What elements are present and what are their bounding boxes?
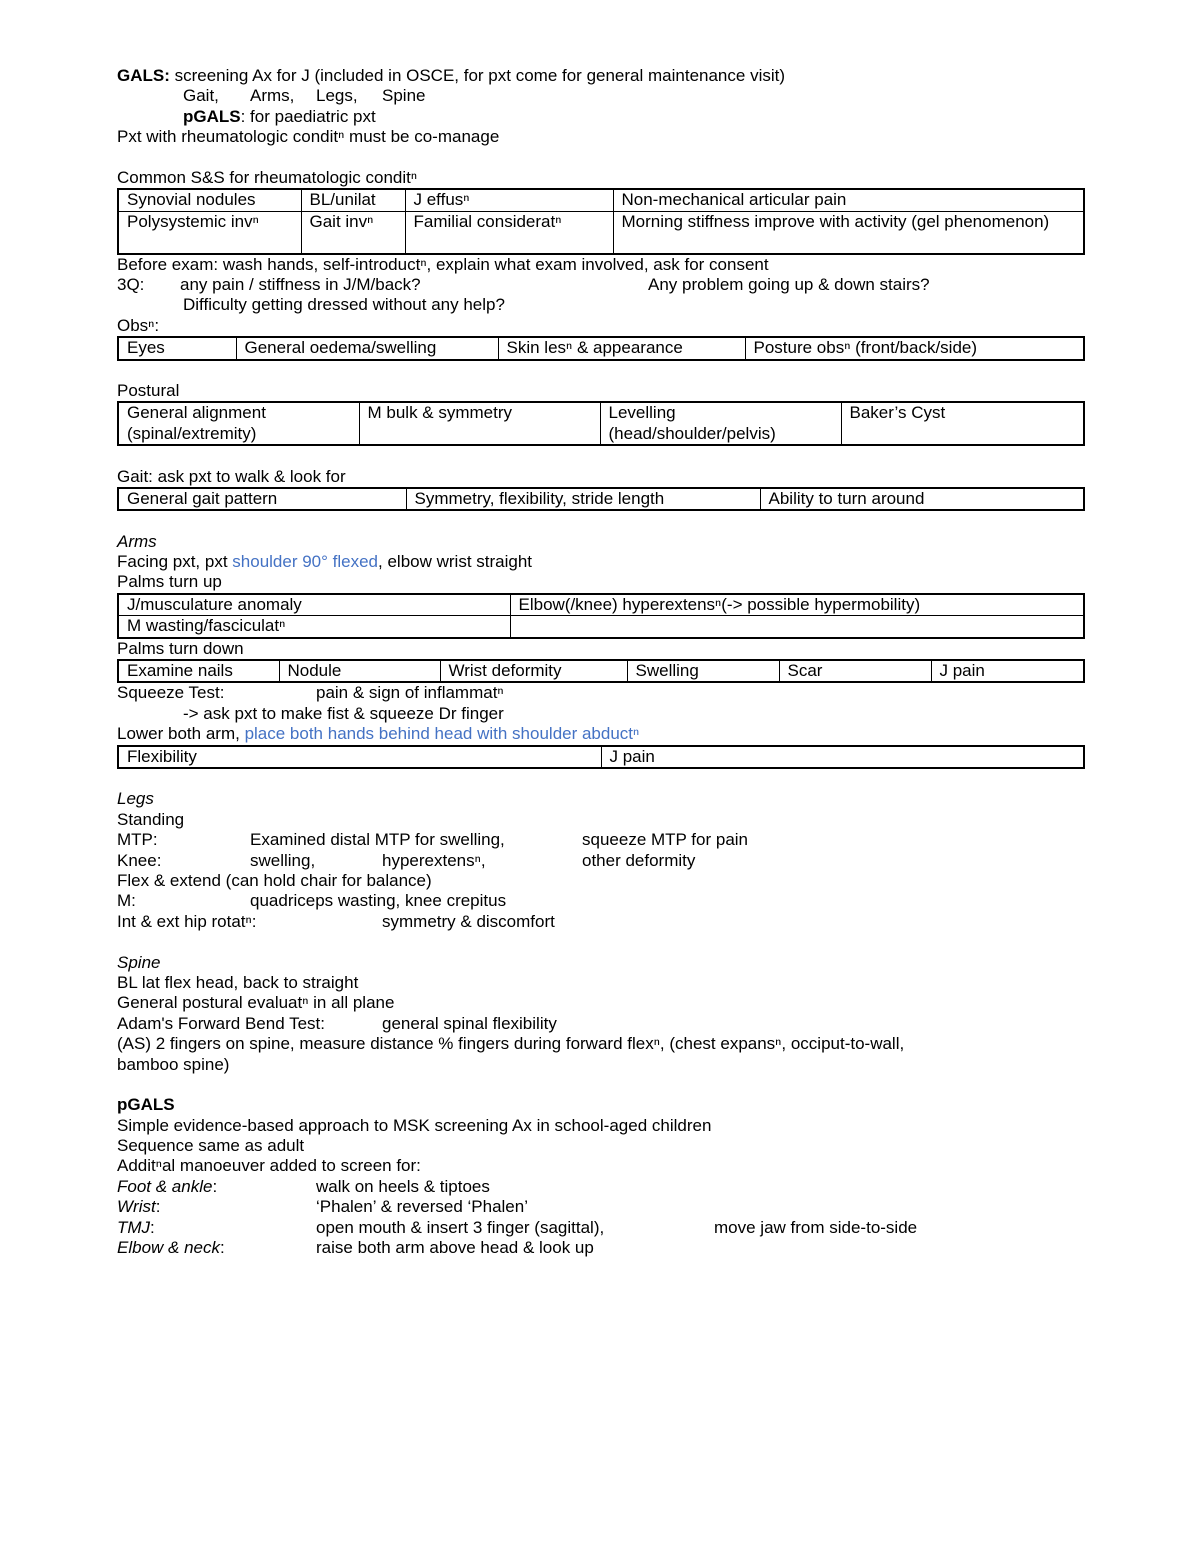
obs-table (117, 336, 1085, 360)
table-cell: Gait invⁿ (301, 211, 405, 253)
mtp-pain: squeeze MTP for pain (582, 830, 748, 850)
knee-deformity: other deformity (582, 850, 696, 870)
three-q-label: 3Q: (117, 274, 145, 294)
lower-arm-highlight: place both hands behind head with shoulder abductⁿ (244, 724, 640, 744)
gait-heading: Gait: ask pxt to walk & look for (117, 466, 346, 486)
adam-test-line (117, 1014, 1083, 1034)
spine-line-1: BL lat flex head, back to straight (117, 972, 359, 992)
pgals-label: pGALS (183, 106, 241, 126)
table-cell: M wasting/fasciculatⁿ (118, 616, 510, 638)
pgals-line-1: Simple evidence-based approach to MSK screening Ax in school-aged children (117, 1115, 712, 1135)
table-row (118, 746, 1084, 768)
arms-facing-pre: Facing pxt, pxt (117, 552, 233, 572)
gals-components (117, 86, 1083, 106)
wrist-line: Wrist: ‘Phalen’ & reversed ‘Phalen’ (117, 1197, 528, 1217)
postural-heading: Postural (117, 380, 180, 400)
pgals-line-3: Additⁿal manoeuver added to screen for: (117, 1156, 421, 1176)
table-cell: J/musculature anomaly (118, 594, 510, 616)
table-row (118, 337, 1084, 359)
table-cell: Synovial nodules (118, 189, 301, 211)
table-cell: Scar (779, 660, 931, 682)
table-cell: Levelling (head/shoulder/pelvis) (600, 402, 841, 445)
table-cell: Elbow(/knee) hyperextensⁿ(-> possible hypermobility) (510, 594, 1084, 616)
flexibility-table (117, 745, 1085, 769)
hip-label: Int & ext hip rotatⁿ: (117, 911, 257, 931)
table-row (118, 488, 1084, 510)
knee-label: Knee: (117, 850, 162, 870)
table-cell: Baker’s Cyst (841, 402, 1084, 445)
table-cell: Non-mechanical articular pain (613, 189, 1084, 211)
table-cell: J pain (931, 660, 1084, 682)
table-cell: Posture obsⁿ (front/back/side) (745, 337, 1084, 359)
squeeze-test-line (117, 683, 1083, 703)
tmj-text-1: open mouth & insert 3 finger (sagittal), (316, 1217, 605, 1237)
as-line-2: bamboo spine) (117, 1054, 230, 1074)
palms-down-table (117, 659, 1085, 683)
comanage-line: Pxt with rheumatologic conditⁿ must be co-manage (117, 127, 500, 147)
table-row (118, 594, 1084, 616)
table-row (118, 402, 1084, 445)
table-cell: General oedema/swelling (236, 337, 498, 359)
three-q-question-2: Any problem going up & down stairs? (648, 274, 930, 294)
postural-table (117, 401, 1085, 446)
adam-test-text: general spinal flexibility (382, 1013, 557, 1033)
table-row (118, 660, 1084, 682)
table-cell: General alignment (spinal/extremity) (118, 402, 359, 445)
table-cell: Symmetry, flexibility, stride length (406, 488, 760, 510)
table-cell: General gait pattern (118, 488, 406, 510)
tmj-label: TMJ (117, 1217, 151, 1237)
table-cell (510, 616, 1084, 638)
table-cell: Examine nails (118, 660, 279, 682)
gals-gait: Gait, (183, 86, 219, 106)
common-table (117, 188, 1085, 254)
document-page (117, 66, 1083, 1258)
mtp-swelling: Examined distal MTP for swelling, (250, 830, 505, 850)
palms-up-table (117, 593, 1085, 639)
gals-line (117, 66, 1083, 86)
elbow-neck-text: raise both arm above head & look up (316, 1238, 594, 1258)
foot-ankle-label: Foot & ankle (117, 1176, 213, 1196)
arms-facing-post: , elbow wrist straight (378, 552, 533, 572)
table-row (118, 189, 1084, 211)
table-cell: Skin lesⁿ & appearance (498, 337, 745, 359)
arms-facing-highlight: shoulder 90° flexed (232, 552, 379, 572)
knee-swelling: swelling, (250, 850, 316, 870)
squeeze-test-instruction: -> ask pxt to make fist & squeeze Dr finger (183, 703, 504, 723)
muscle-text: quadriceps wasting, knee crepitus (250, 891, 507, 911)
hip-line (117, 912, 1083, 932)
lower-arm-line (117, 724, 1083, 744)
muscle-line (117, 891, 1083, 911)
gals-arms: Arms, (250, 86, 295, 106)
tmj-text-2: move jaw from side-to-side (714, 1217, 918, 1237)
table-cell: Nodule (279, 660, 440, 682)
table-cell: BL/unilat (301, 189, 405, 211)
wrist-label: Wrist (117, 1197, 156, 1217)
three-q-line (117, 275, 1083, 295)
table-cell: J pain (601, 746, 1084, 768)
mtp-line (117, 830, 1083, 850)
table-cell: M bulk & symmetry (359, 402, 600, 445)
legs-standing: Standing (117, 809, 185, 829)
table-cell: J effusⁿ (405, 189, 613, 211)
gals-spine: Spine (382, 86, 426, 106)
palms-down-heading: Palms turn down (117, 638, 244, 658)
spine-line-2: General postural evaluatⁿ in all plane (117, 993, 395, 1013)
arms-facing-line (117, 552, 1083, 572)
wrist-text: ‘Phalen’ & reversed ‘Phalen’ (316, 1197, 528, 1217)
mtp-label: MTP: (117, 830, 158, 850)
obs-heading: Obsⁿ: (117, 315, 160, 335)
three-q-question-1: any pain / stiffness in J/M/back? (180, 274, 421, 294)
flex-extend-line: Flex & extend (can hold chair for balance) (117, 871, 432, 890)
tmj-line: TMJ: open mouth & insert 3 finger (sagittal), move jaw from side-to-side (117, 1217, 918, 1237)
elbow-neck-line: Elbow & neck: raise both arm above head & look up (117, 1238, 594, 1258)
table-row (118, 211, 1084, 253)
gals-legs: Legs, (316, 86, 358, 106)
palms-up-heading: Palms turn up (117, 572, 222, 592)
table-row (118, 616, 1084, 638)
squeeze-test-label: Squeeze Test: (117, 683, 225, 703)
spine-heading: Spine (117, 952, 161, 972)
foot-ankle-text: walk on heels & tiptoes (316, 1176, 490, 1196)
pgals-heading: pGALS (117, 1095, 175, 1115)
muscle-label: M: (117, 891, 136, 911)
table-cell: Flexibility (118, 746, 601, 768)
pgals-line-2: Sequence same as adult (117, 1136, 305, 1156)
pgals-description: : for paediatric pxt (240, 106, 376, 126)
hip-text: symmetry & discomfort (382, 911, 555, 931)
common-heading: Common S&S for rheumatologic conditⁿ (117, 167, 418, 187)
legs-heading: Legs (117, 789, 154, 809)
pgals-intro (117, 107, 1083, 127)
before-exam-line: Before exam: wash hands, self-introductⁿ, explain what exam involved, ask for consent (117, 254, 769, 274)
foot-ankle-line: Foot & ankle: walk on heels & tiptoes (117, 1176, 490, 1196)
knee-hyperextension: hyperextensⁿ, (382, 850, 486, 870)
table-cell: Eyes (118, 337, 236, 359)
table-cell: Polysystemic invⁿ (118, 211, 301, 253)
table-cell: Wrist deformity (440, 660, 627, 682)
arms-heading: Arms (117, 531, 157, 551)
elbow-neck-label: Elbow & neck (117, 1238, 220, 1258)
three-q-question-3: Difficulty getting dressed without any help? (183, 295, 505, 315)
table-cell: Ability to turn around (760, 488, 1084, 510)
gals-label: GALS: (117, 66, 170, 85)
table-cell: Morning stiffness improve with activity (gel phenomenon) (613, 211, 1084, 253)
gals-description: screening Ax for J (included in OSCE, for pxt come for general maintenance visit) (169, 66, 786, 85)
adam-test-label: Adam's Forward Bend Test: (117, 1013, 325, 1033)
table-cell: Swelling (627, 660, 779, 682)
gait-table (117, 487, 1085, 511)
lower-arm-pre: Lower both arm, (117, 724, 245, 744)
knee-line (117, 851, 1083, 871)
squeeze-test-text: pain & sign of inflammatⁿ (316, 683, 504, 703)
as-line-1: (AS) 2 fingers on spine, measure distance % fingers during forward flexⁿ, (chest expansⁿ, occiput-to-wall, (117, 1034, 905, 1054)
table-cell: Familial consideratⁿ (405, 211, 613, 253)
